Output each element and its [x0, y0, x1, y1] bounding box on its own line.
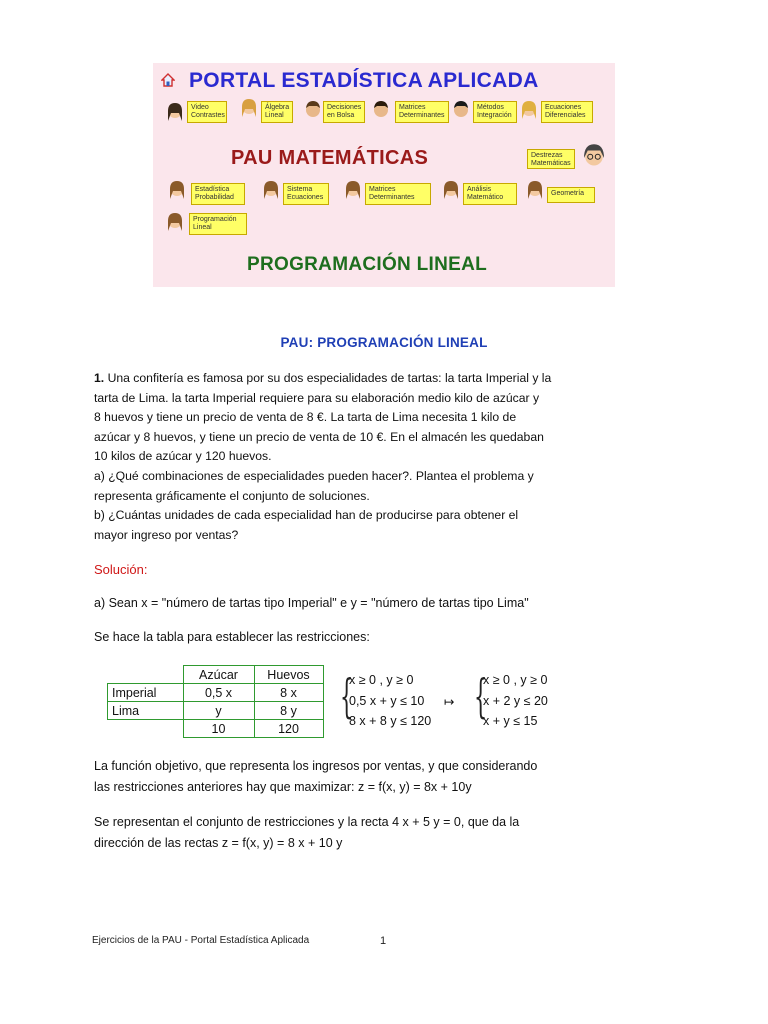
table-intro: Se hace la tabla para establecer las restricciones:: [94, 630, 370, 644]
represent-line: Se representan el conjunto de restricciones y la recta 4 x + 5 y = 0, que da la: [94, 815, 520, 829]
problem-line: Una confitería es famosa por su dos especialidades de tartas: la tarta Imperial y la: [107, 371, 552, 385]
problem-line: 8 huevos y tiene un precio de venta de 8 €. La tarta de Lima necesita 1 kilo de: [94, 410, 517, 425]
chip-geometria[interactable]: Geometría: [547, 187, 595, 203]
portal-title[interactable]: PORTAL ESTADÍSTICA APLICADA: [189, 69, 539, 92]
system-original: [349, 670, 431, 732]
man-face-icon: [303, 99, 323, 123]
problem-line: 10 kilos de azúcar y 120 huevos.: [94, 449, 272, 464]
problem-statement: [94, 369, 551, 545]
objective-line: las restricciones anteriores hay que maximizar: z = f(x, y) = 8x + 10y: [94, 780, 472, 794]
man-face-icon: [451, 99, 471, 123]
question-b-cont: mayor ingreso por ventas?: [94, 527, 239, 542]
chip-sistema-ecuaciones[interactable]: Sistema Ecuaciones: [283, 183, 329, 205]
woman-glasses-icon: [581, 143, 607, 173]
question-b: b) ¿Cuántas unidades de cada especialidad han de producirse para obtener el: [94, 508, 519, 523]
woman-face-icon: [239, 97, 259, 121]
chip-decisiones-bolsa[interactable]: Decisiones en Bolsa: [323, 101, 365, 123]
chip-destrezas-matematicas[interactable]: Destrezas Matemáticas: [527, 149, 575, 169]
pau-title[interactable]: PAU MATEMÁTICAS: [231, 147, 429, 169]
left-brace-icon: {: [340, 669, 354, 723]
objective-paragraph: [94, 756, 537, 798]
home-icon[interactable]: [161, 73, 175, 87]
problem-line: azúcar y 8 huevos, y tiene un precio de venta de 10 €. En el almacén les quedaban: [94, 429, 544, 444]
woman-face-icon: [167, 179, 187, 203]
woman-face-icon: [261, 179, 281, 203]
solution-label: Solución:: [94, 562, 148, 577]
chip-metodos-integracion[interactable]: Métodos Integración: [473, 101, 517, 123]
header-azucar: Azúcar: [183, 666, 254, 684]
woman-face-icon: [519, 99, 539, 123]
woman-face-icon: [441, 179, 461, 203]
row-label-imperial: Imperial: [108, 684, 184, 702]
question-a: a) ¿Qué combinaciones de especialidades pueden hacer?. Plantea el problema y: [94, 468, 534, 483]
restrictions-table: [107, 665, 324, 738]
represent-paragraph: [94, 812, 519, 854]
chip-estadistica-probabilidad[interactable]: Estadística Probabilidad: [191, 183, 245, 205]
left-brace-icon: {: [474, 669, 488, 723]
woman-face-icon: [165, 211, 185, 235]
chip-algebra-lineal[interactable]: Álgebra Lineal: [261, 101, 293, 123]
represent-line: dirección de las rectas z = f(x, y) = 8 x + 10 y: [94, 836, 343, 850]
maps-to-arrow: ↦: [444, 695, 455, 709]
cell-imperial-huevos: 8 x: [254, 684, 323, 702]
header-huevos: Huevos: [254, 666, 323, 684]
woman-face-icon: [525, 179, 545, 203]
chip-video-contrastes[interactable]: Video Contrastes: [187, 101, 227, 123]
woman-face-icon: [165, 101, 185, 125]
question-a-cont: representa gráficamente el conjunto de soluciones.: [94, 488, 370, 503]
chip-programacion-lineal[interactable]: Programación Lineal: [189, 213, 247, 235]
constraint-line: 8 x + 8 y ≤ 120: [349, 714, 432, 728]
footer-text: Ejercicios de la PAU - Portal Estadística Aplicada: [92, 935, 310, 946]
topic-title[interactable]: PROGRAMACIÓN LINEAL: [247, 254, 488, 275]
woman-face-icon: [343, 179, 363, 203]
header-banner: [153, 63, 615, 287]
cell-total-azucar: 10: [183, 720, 254, 738]
man-face-icon: [371, 99, 391, 123]
chip-analisis-matematico[interactable]: Análisis Matemático: [463, 183, 517, 205]
constraint-line: x + y ≤ 15: [483, 714, 538, 728]
cell-lima-huevos: 8 y: [254, 702, 323, 720]
chip-matrices-determinantes[interactable]: Matrices Determinantes: [395, 101, 449, 123]
chip-ecuaciones-diferenciales[interactable]: Ecuaciones Diferenciales: [541, 101, 593, 123]
row-label-lima: Lima: [108, 702, 184, 720]
cell-imperial-azucar: 0,5 x: [183, 684, 254, 702]
system-simplified: [483, 670, 548, 732]
cell-lima-azucar: y: [183, 702, 254, 720]
problem-number: 1.: [94, 371, 105, 385]
constraint-line: x ≥ 0 , y ≥ 0: [483, 673, 548, 687]
document-title: PAU: PROGRAMACIÓN LINEAL: [280, 335, 488, 350]
variable-definition: a) Sean x = "número de tartas tipo Imperial" e y = "número de tartas tipo Lima": [94, 596, 529, 610]
page-number: 1: [380, 935, 387, 947]
cell-total-huevos: 120: [254, 720, 323, 738]
objective-line: La función objetivo, que representa los ingresos por ventas, y que considerando: [94, 759, 538, 773]
constraint-line: x + 2 y ≤ 20: [483, 693, 548, 708]
constraint-line: x ≥ 0 , y ≥ 0: [349, 673, 414, 687]
chip-matrices-determinantes-pau[interactable]: Matrices Determinantes: [365, 183, 431, 205]
problem-line: tarta de Lima. la tarta Imperial requiere para su elaboración medio kilo de azúcar y: [94, 390, 540, 405]
constraint-line: 0,5 x + y ≤ 10: [349, 693, 425, 708]
